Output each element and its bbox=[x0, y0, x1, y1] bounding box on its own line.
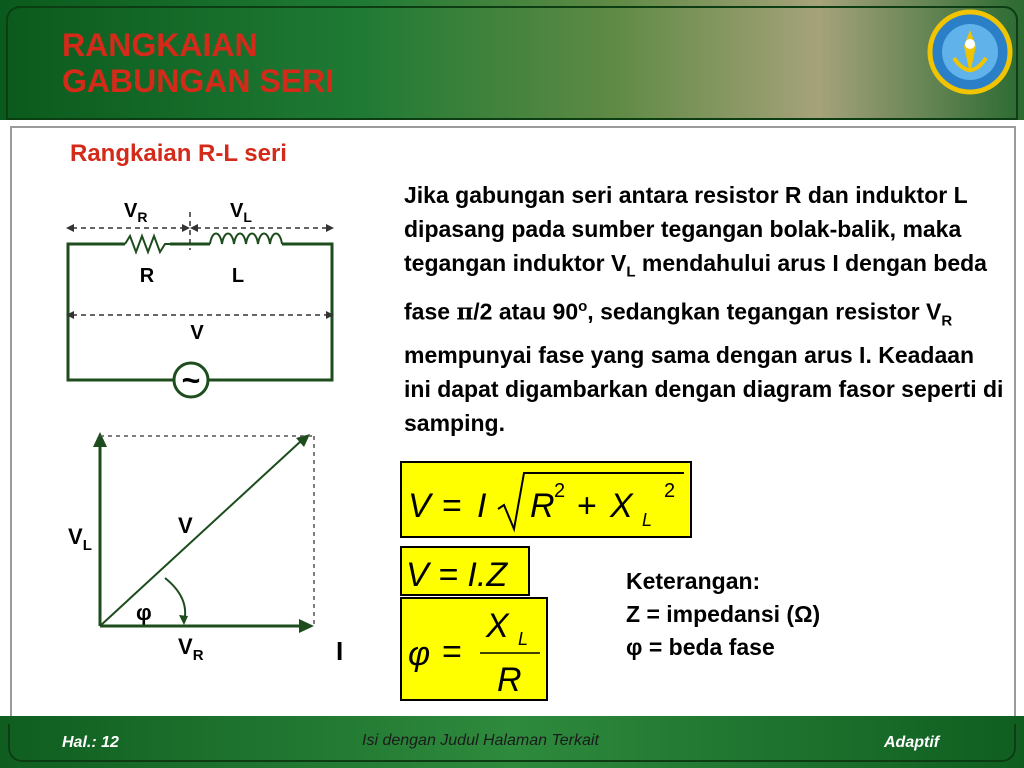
eq3-r: R bbox=[497, 661, 522, 699]
eq1-exp1: 2 bbox=[554, 480, 566, 502]
header-bar bbox=[0, 0, 1024, 120]
label-vl: $V_L$ bbox=[230, 200, 252, 225]
v-phasor bbox=[100, 441, 301, 626]
equation-ohm-ac-svg bbox=[402, 548, 528, 594]
legend-keterangan bbox=[626, 565, 820, 664]
eq3-phi: φ bbox=[408, 635, 431, 673]
equation-impedance-voltage bbox=[400, 461, 692, 538]
equation-phase-angle-svg bbox=[402, 599, 546, 699]
arrow-head bbox=[190, 224, 198, 232]
phasor-diagram bbox=[60, 428, 370, 673]
legend-item-phase: φ = beda fase bbox=[626, 634, 775, 660]
label-vr: $V_R$ bbox=[124, 200, 148, 225]
eq1-v: V bbox=[408, 487, 431, 525]
explanation-paragraph: Jika gabungan seri antara resistor R dan induktor L dipasang pada sumber tegangan bolak-balik, maka tegangan induktor $V_L$ mendahului arus I dengan beda fase π/2 atau 90$^o$, sedangkan tegangan resistor $V_R$ mempunyai fase yang sama dengan arus I. Keadaan ini dapat digambarkan dengan diagram fasor seperti di samping. bbox=[404, 182, 1004, 436]
equation-impedance-voltage-svg bbox=[402, 463, 690, 536]
equation-ohm-ac bbox=[400, 546, 530, 596]
eq3-sub-l: L bbox=[518, 629, 529, 649]
eq2-text: V = I.Z bbox=[406, 556, 508, 594]
phasor-label-vl: $V_L$ bbox=[68, 524, 92, 554]
circuit-wire bbox=[208, 244, 332, 380]
phasor-label-vr: $V_R$ bbox=[178, 634, 204, 664]
label-l: L bbox=[231, 265, 245, 287]
equation-phase-angle bbox=[400, 597, 548, 701]
inductor-symbol bbox=[210, 234, 282, 245]
eq1-equals: = bbox=[442, 487, 462, 525]
legend-title: Keterangan: bbox=[626, 568, 761, 594]
legend-item-impedance: Z = impedansi (Ω) bbox=[626, 601, 821, 627]
label-r: R bbox=[139, 265, 155, 287]
arrow-head bbox=[299, 619, 314, 633]
footer-center-title: Isi dengan Judul Halaman Terkait bbox=[362, 732, 599, 749]
rl-circuit-diagram bbox=[50, 190, 360, 405]
circuit-wire bbox=[68, 244, 175, 380]
footer-bar bbox=[0, 716, 1024, 768]
arrow-head bbox=[93, 432, 107, 447]
eq1-r: R bbox=[530, 487, 555, 525]
tut-wuri-handayani-logo bbox=[924, 6, 1016, 102]
arrow-head bbox=[179, 615, 188, 625]
page-title: RANGKAIAN GABUNGAN SERI bbox=[62, 27, 335, 99]
ac-source-tilde: ~ bbox=[181, 362, 201, 398]
arrow-head bbox=[326, 224, 334, 232]
phasor-label-phi: φ bbox=[136, 600, 152, 625]
arrow-head bbox=[66, 224, 74, 232]
eq1-x: X bbox=[610, 487, 633, 525]
phasor-label-i: I bbox=[336, 636, 344, 666]
eq1-i: I bbox=[477, 487, 487, 525]
arrow-head bbox=[182, 224, 190, 232]
eq1-plus: + bbox=[577, 487, 597, 525]
page-number: Hal.: 12 bbox=[62, 734, 119, 751]
eq3-equals: = bbox=[442, 633, 462, 671]
resistor-symbol bbox=[125, 236, 170, 252]
eq1-sub-l: L bbox=[642, 510, 653, 530]
footer-adaptif: Adaptif bbox=[884, 734, 940, 751]
pi-symbol: π bbox=[456, 298, 474, 326]
eq3-x: X bbox=[486, 607, 509, 645]
phasor-label-v: V bbox=[178, 513, 193, 538]
section-subtitle: Rangkaian R-L seri bbox=[70, 140, 287, 167]
eq1-exp2: 2 bbox=[664, 480, 676, 502]
label-v: V bbox=[190, 322, 204, 344]
